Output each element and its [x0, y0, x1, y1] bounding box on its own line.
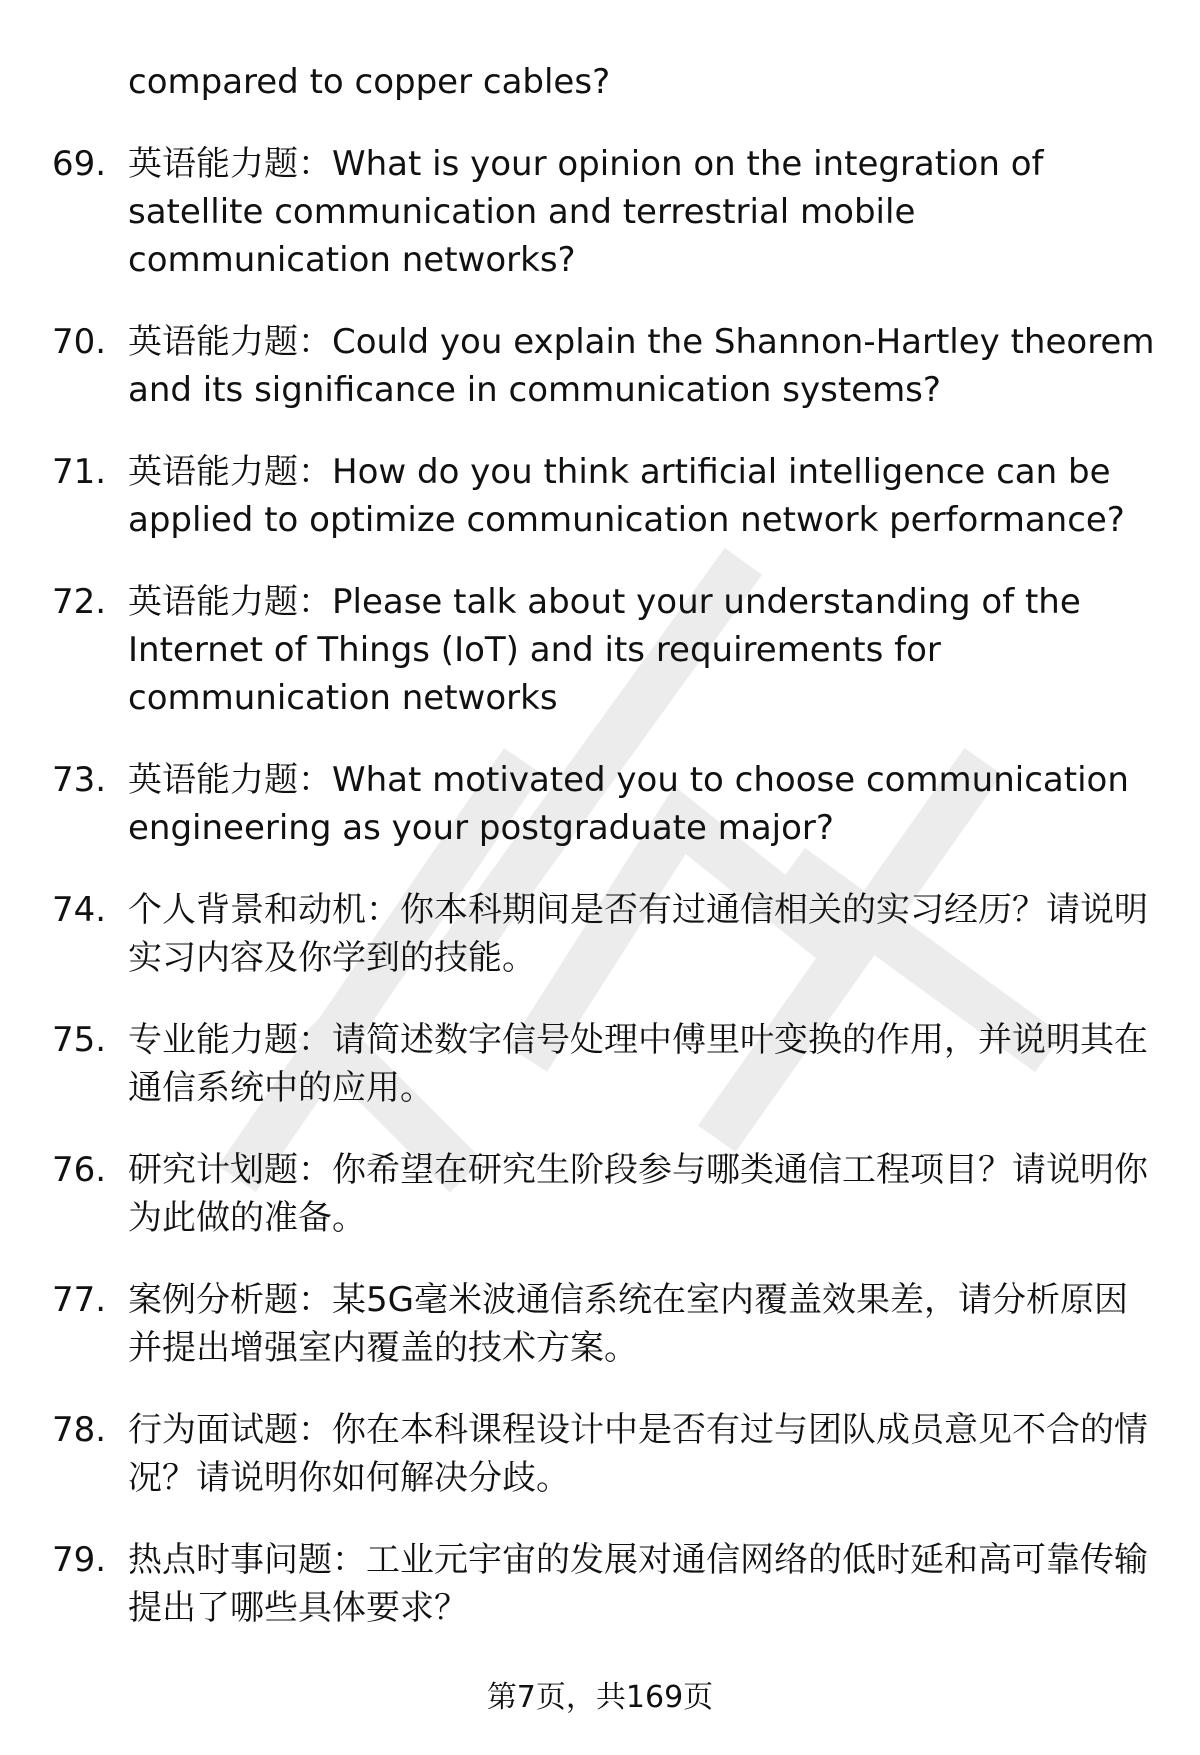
- question-number: 71.: [52, 452, 107, 492]
- question-text: 个人背景和动机：你本科期间是否有过通信相关的实习经历？请说明实习内容及你学到的技能。: [128, 890, 1148, 978]
- question-text: 英语能力题：Could you explain the Shannon-Hartley theorem and its significance in communication systems?: [128, 322, 1155, 410]
- question-number: 73.: [52, 760, 107, 800]
- question-list: [0, 140, 1200, 1666]
- question-item: [0, 886, 1200, 982]
- question-text: 研究计划题：你希望在研究生阶段参与哪类通信工程项目？请说明你为此做的准备。: [128, 1150, 1148, 1238]
- question-item: [0, 140, 1200, 284]
- question-text: 英语能力题：Please talk about your understanding of the Internet of Things (IoT) and its requirements for communication networks: [128, 582, 1081, 718]
- page-footer: 第7页，共169页: [486, 1680, 714, 1715]
- question-item: [0, 1406, 1200, 1502]
- question-item: [0, 756, 1200, 852]
- question-item: [0, 318, 1200, 414]
- question-number: 74.: [52, 890, 107, 930]
- question-item: [0, 578, 1200, 722]
- question-text: 行为面试题：你在本科课程设计中是否有过与团队成员意见不合的情况？请说明你如何解决分歧。: [128, 1410, 1148, 1498]
- continuation-text: compared to copper cables?: [128, 62, 611, 102]
- question-number: 70.: [52, 322, 107, 362]
- question-item: [0, 1146, 1200, 1242]
- question-number: 79.: [52, 1540, 107, 1580]
- question-text: 专业能力题：请简述数字信号处理中傅里叶变换的作用，并说明其在通信系统中的应用。: [128, 1020, 1148, 1108]
- question-number: 76.: [52, 1150, 107, 1190]
- question-number: 75.: [52, 1020, 107, 1060]
- question-item: [0, 1536, 1200, 1632]
- question-text: 英语能力题：What is your opinion on the integration of satellite communication and terrestrial mobile communication networks?: [128, 144, 1044, 280]
- question-text: 英语能力题：What motivated you to choose communication engineering as your postgraduate major?: [128, 760, 1129, 848]
- question-text: 英语能力题：How do you think artificial intelligence can be applied to optimize communication network performance?: [128, 452, 1125, 540]
- question-number: 78.: [52, 1410, 107, 1450]
- question-text: 案例分析题：某5G毫米波通信系统在室内覆盖效果差，请分析原因并提出增强室内覆盖的技术方案。: [128, 1280, 1128, 1368]
- question-number: 77.: [52, 1280, 107, 1320]
- question-text: 热点时事问题：工业元宇宙的发展对通信网络的低时延和高可靠传输提出了哪些具体要求？: [128, 1540, 1148, 1628]
- question-item: [0, 1276, 1200, 1372]
- question-item: [0, 1016, 1200, 1112]
- question-number: 72.: [52, 582, 107, 622]
- question-number: 69.: [52, 144, 107, 184]
- question-item: [0, 448, 1200, 544]
